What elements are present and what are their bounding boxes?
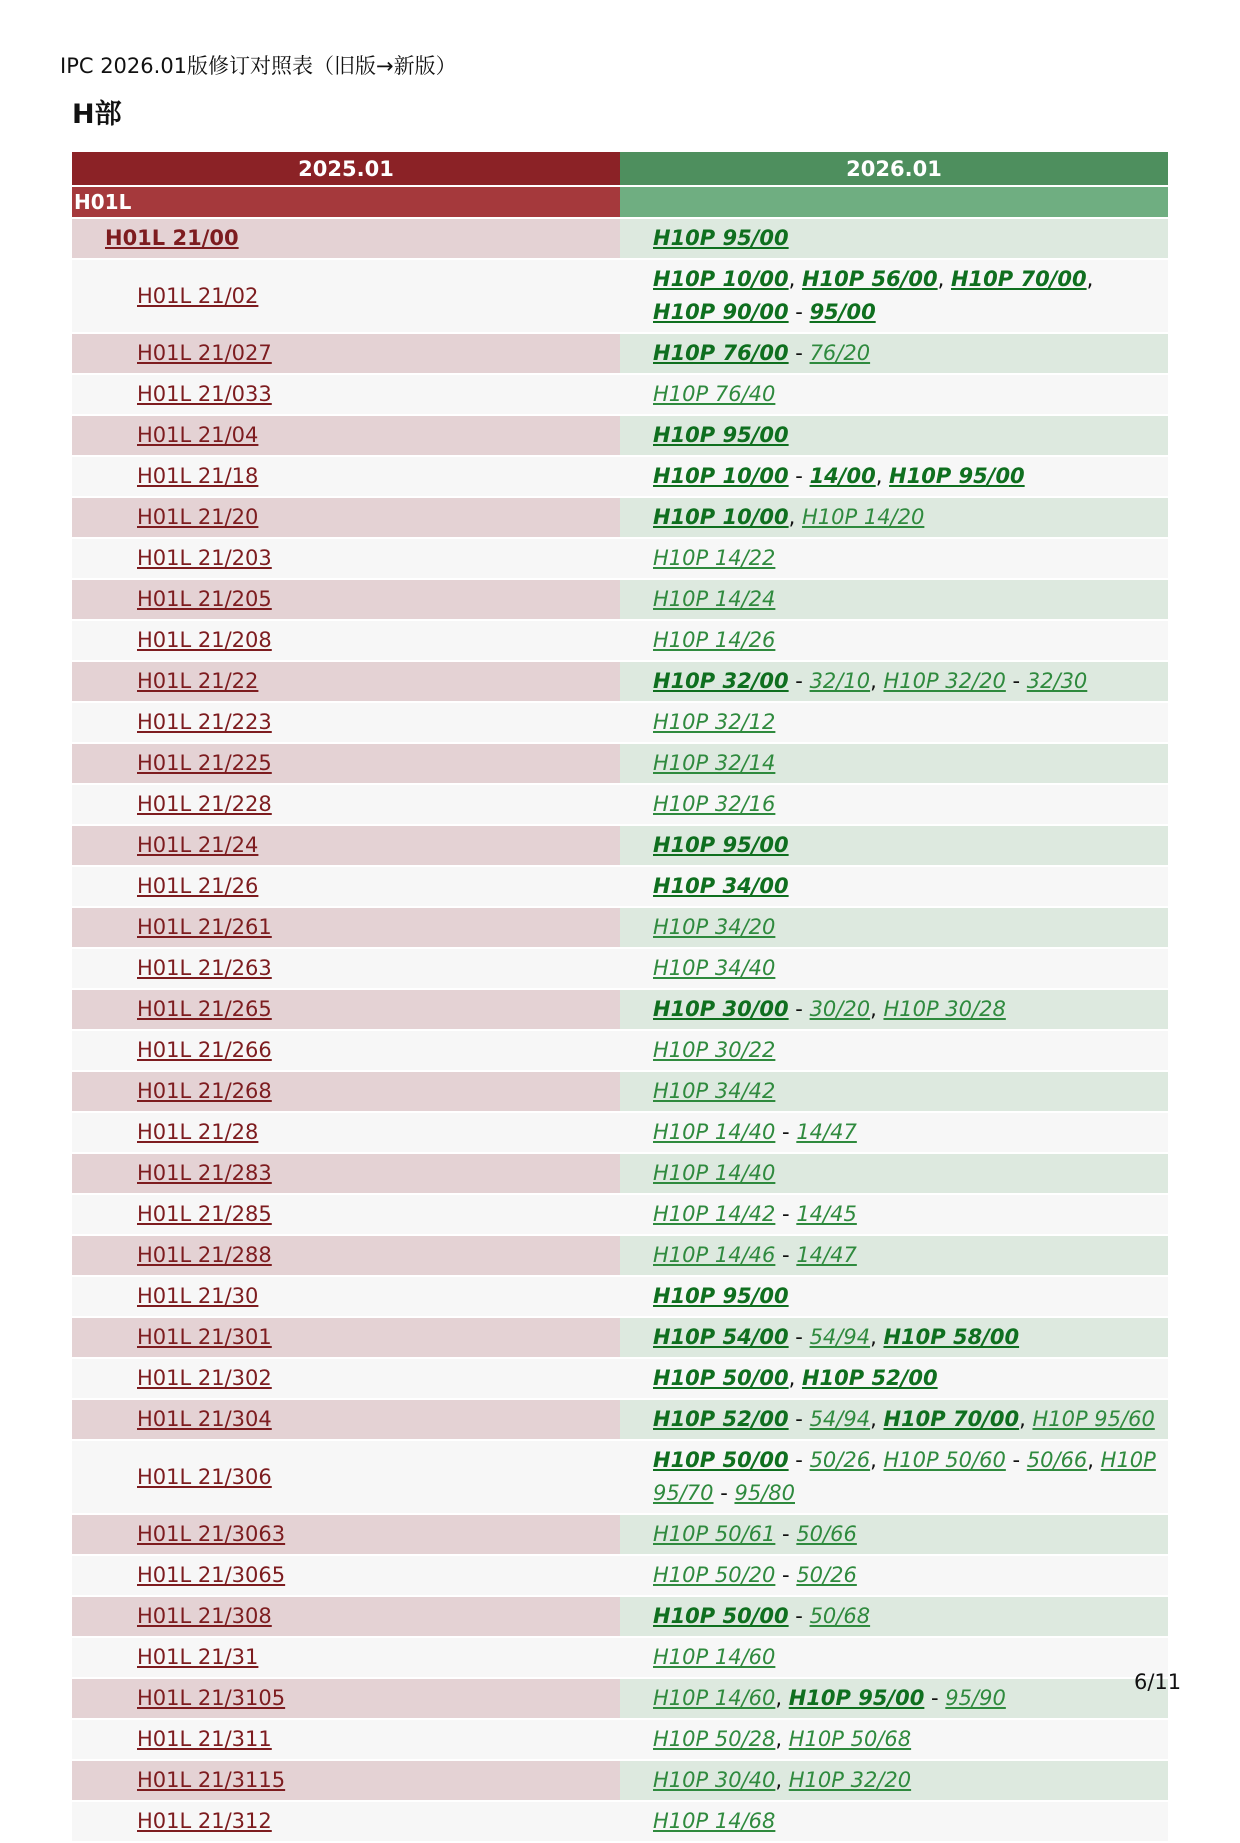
old-classification-cell xyxy=(72,1236,620,1275)
new-classification-cell xyxy=(620,1515,1168,1554)
new-classification-cell xyxy=(620,498,1168,537)
old-classification-cell xyxy=(72,908,620,947)
new-classification-cell xyxy=(620,416,1168,455)
document-title: IPC 2026.01版修订对照表（旧版→新版） xyxy=(60,54,457,78)
old-classification-link[interactable]: H01L 21/30 xyxy=(137,1284,259,1308)
separator: , xyxy=(788,1366,802,1390)
new-classification-cell xyxy=(620,457,1168,496)
new-classification-cell xyxy=(620,1597,1168,1636)
new-classification-link[interactable]: H10P 34/00 xyxy=(653,874,789,898)
new-classification-cell xyxy=(620,1031,1168,1070)
new-classification-link[interactable]: 14/47 xyxy=(796,1120,857,1144)
table-row xyxy=(72,539,1168,578)
new-classification-link[interactable]: H10P 95/00 xyxy=(653,833,789,857)
new-classification-link[interactable]: 50/26 xyxy=(809,1448,871,1472)
new-classification-link[interactable]: H10P 14/68 xyxy=(653,1809,776,1833)
new-classification-cell xyxy=(620,1277,1168,1316)
new-classification-link[interactable]: H10P 50/00 xyxy=(653,1366,789,1390)
new-classification-link[interactable]: H10P 14/22 xyxy=(653,546,776,570)
table-row xyxy=(72,1318,1168,1357)
new-classification-link[interactable]: H10P 30/22 xyxy=(653,1038,776,1062)
table-row xyxy=(72,826,1168,865)
new-classification-cell xyxy=(620,334,1168,373)
new-classification-cell xyxy=(620,1113,1168,1152)
old-classification-cell xyxy=(72,703,620,742)
new-classification-cell xyxy=(620,260,1168,332)
old-classification-link[interactable]: H01L 21/04 xyxy=(137,423,259,447)
separator: , xyxy=(870,669,884,693)
new-classification-link[interactable]: 95/80 xyxy=(734,1481,795,1505)
new-classification-link[interactable]: H10P 70/00 xyxy=(883,1407,1020,1431)
new-classification-link[interactable]: H10P 76/00 xyxy=(653,341,789,365)
separator: - xyxy=(1005,1448,1027,1472)
separator: - xyxy=(788,997,810,1021)
table-row xyxy=(72,260,1168,332)
table-row xyxy=(72,1400,1168,1439)
table-row xyxy=(72,457,1168,496)
new-classification-link[interactable]: 50/68 xyxy=(809,1604,871,1628)
table-header-row xyxy=(72,152,1168,185)
separator: , xyxy=(1087,1448,1101,1472)
new-classification-link[interactable]: H10P 30/00 xyxy=(653,997,789,1021)
separator: , xyxy=(870,1407,884,1431)
new-classification-link[interactable]: H10P 70/00 xyxy=(950,267,1087,291)
table-row xyxy=(72,416,1168,455)
new-classification-link[interactable]: H10P 58/00 xyxy=(883,1325,1020,1349)
new-classification-cell xyxy=(620,580,1168,619)
old-classification-link[interactable]: H01L 21/266 xyxy=(137,1038,272,1062)
old-classification-link[interactable]: H01L 21/31 xyxy=(137,1645,259,1669)
new-classification-link[interactable]: 95/00 xyxy=(809,300,876,324)
old-classification-cell xyxy=(72,785,620,824)
table-row xyxy=(72,908,1168,947)
table-row xyxy=(72,1031,1168,1070)
new-classification-link[interactable]: H10P 50/20 xyxy=(653,1563,776,1587)
old-classification-link[interactable]: H01L 21/223 xyxy=(137,710,272,734)
old-classification-link[interactable]: H01L 21/225 xyxy=(137,751,272,775)
new-classification-link[interactable]: H10P 50/00 xyxy=(653,1448,789,1472)
old-classification-link[interactable]: H01L 21/027 xyxy=(137,341,272,365)
new-classification-link[interactable]: H10P 10/00 xyxy=(653,267,789,291)
table-row xyxy=(72,375,1168,414)
new-classification-link[interactable]: H10P 32/14 xyxy=(653,751,776,775)
new-classification-link[interactable]: H10P 52/00 xyxy=(653,1407,789,1431)
new-classification-link[interactable]: H10P 95/70 xyxy=(653,1448,1156,1505)
old-classification-cell xyxy=(72,498,620,537)
separator: - xyxy=(788,1604,810,1628)
separator: - xyxy=(788,669,810,693)
separator: - xyxy=(788,1448,810,1472)
old-classification-link[interactable]: H01L 21/265 xyxy=(137,997,272,1021)
old-classification-link[interactable]: H01L 21/208 xyxy=(137,628,272,652)
separator: , xyxy=(937,267,951,291)
separator: - xyxy=(775,1522,797,1546)
new-classification-link[interactable]: 14/00 xyxy=(809,464,876,488)
new-classification-cell xyxy=(620,1720,1168,1759)
new-classification-link[interactable]: H10P 95/60 xyxy=(1032,1407,1155,1431)
new-classification-link[interactable]: H10P 14/40 xyxy=(653,1161,776,1185)
new-classification-link[interactable]: H10P 14/26 xyxy=(653,628,776,652)
new-classification-cell xyxy=(620,826,1168,865)
old-classification-link[interactable]: H01L 21/28 xyxy=(137,1120,259,1144)
new-classification-link[interactable]: H10P 50/68 xyxy=(788,1727,912,1751)
old-classification-link[interactable]: H01L 21/3063 xyxy=(137,1522,286,1546)
old-classification-cell xyxy=(72,1761,620,1800)
new-classification-cell xyxy=(620,1400,1168,1439)
new-classification-link[interactable]: H10P 14/60 xyxy=(653,1645,776,1669)
old-classification-link[interactable]: H01L 21/228 xyxy=(137,792,272,816)
old-classification-link[interactable]: H01L 21/302 xyxy=(137,1366,272,1390)
table-row xyxy=(72,785,1168,824)
old-classification-link[interactable]: H01L 21/00 xyxy=(105,226,239,250)
separator: - xyxy=(924,1686,946,1710)
new-classification-cell xyxy=(620,1359,1168,1398)
old-classification-link[interactable]: H01L 21/283 xyxy=(137,1161,272,1185)
separator: , xyxy=(788,505,802,529)
new-classification-cell xyxy=(620,1761,1168,1800)
old-classification-cell xyxy=(72,621,620,660)
new-classification-link[interactable]: H10P 50/28 xyxy=(653,1727,776,1751)
old-classification-cell xyxy=(72,580,620,619)
new-classification-link[interactable]: H10P 32/12 xyxy=(653,710,776,734)
new-classification-cell xyxy=(620,1195,1168,1234)
old-classification-cell xyxy=(72,990,620,1029)
old-classification-cell xyxy=(72,867,620,906)
table-row xyxy=(72,1072,1168,1111)
new-classification-link[interactable]: H10P 14/42 xyxy=(653,1202,776,1226)
separator: - xyxy=(788,464,810,488)
separator: - xyxy=(788,1325,810,1349)
new-classification-link[interactable]: H10P 95/00 xyxy=(889,464,1025,488)
old-classification-cell xyxy=(72,457,620,496)
old-classification-cell xyxy=(72,1720,620,1759)
new-classification-link[interactable]: 50/26 xyxy=(796,1563,857,1587)
old-classification-link[interactable]: H01L 21/203 xyxy=(137,546,272,570)
new-classification-link[interactable]: 76/20 xyxy=(809,341,871,365)
table-row xyxy=(72,949,1168,988)
table-row xyxy=(72,1236,1168,1275)
new-classification-link[interactable]: H10P 30/40 xyxy=(653,1768,776,1792)
old-classification-link[interactable]: H01L 21/26 xyxy=(137,874,259,898)
table-row xyxy=(72,1597,1168,1636)
old-classification-link[interactable]: H01L 21/304 xyxy=(137,1407,272,1431)
new-classification-link[interactable]: H10P 14/24 xyxy=(653,587,776,611)
new-classification-cell xyxy=(620,1154,1168,1193)
old-classification-link[interactable]: H01L 21/205 xyxy=(137,587,272,611)
old-classification-link[interactable]: H01L 21/24 xyxy=(137,833,259,857)
old-classification-link[interactable]: H01L 21/312 xyxy=(137,1809,272,1833)
new-classification-cell xyxy=(620,1638,1168,1677)
new-classification-link[interactable]: 54/94 xyxy=(809,1407,871,1431)
old-classification-link[interactable]: H01L 21/3105 xyxy=(137,1686,286,1710)
new-classification-cell xyxy=(620,1679,1168,1718)
new-classification-cell xyxy=(620,908,1168,947)
old-classification-link[interactable]: H01L 21/22 xyxy=(137,669,259,693)
old-classification-link[interactable]: H01L 21/20 xyxy=(137,505,259,529)
old-classification-link[interactable]: H01L 21/02 xyxy=(137,283,259,308)
new-classification-link[interactable]: H10P 95/00 xyxy=(653,226,789,250)
table-row xyxy=(72,219,1168,258)
table-row xyxy=(72,334,1168,373)
separator: , xyxy=(870,1448,884,1472)
new-classification-cell xyxy=(620,785,1168,824)
separator: - xyxy=(775,1243,797,1267)
old-classification-cell xyxy=(72,1031,620,1070)
separator: - xyxy=(788,1407,810,1431)
table-row xyxy=(72,1720,1168,1759)
separator: - xyxy=(775,1202,797,1226)
old-classification-cell xyxy=(72,1113,620,1152)
new-classification-link[interactable]: H10P 76/40 xyxy=(653,382,776,406)
new-classification-link[interactable]: 14/47 xyxy=(796,1243,857,1267)
old-classification-cell xyxy=(72,1400,620,1439)
separator: - xyxy=(775,1120,797,1144)
table-row xyxy=(72,662,1168,701)
old-classification-cell xyxy=(72,334,620,373)
old-classification-link[interactable]: H01L 21/301 xyxy=(137,1325,272,1349)
new-classification-cell xyxy=(620,949,1168,988)
table-row xyxy=(72,1195,1168,1234)
old-classification-cell xyxy=(72,1679,620,1718)
old-classification-cell xyxy=(72,949,620,988)
page-number: 6/11 xyxy=(1134,1670,1182,1694)
old-classification-link[interactable]: H01L 21/311 xyxy=(137,1727,272,1751)
new-classification-link[interactable]: H10P 32/20 xyxy=(788,1768,912,1792)
old-classification-link[interactable]: H01L 21/18 xyxy=(137,464,259,488)
table-row xyxy=(72,1556,1168,1595)
table-row xyxy=(72,1277,1168,1316)
separator: - xyxy=(713,1481,735,1505)
new-classification-link[interactable]: H10P 50/61 xyxy=(653,1522,776,1546)
new-classification-link[interactable]: H10P 34/42 xyxy=(653,1079,776,1103)
new-classification-link[interactable]: H10P 32/00 xyxy=(653,669,789,693)
table-row xyxy=(72,1154,1168,1193)
separator: - xyxy=(788,300,810,324)
new-classification-cell xyxy=(620,1236,1168,1275)
table-row xyxy=(72,621,1168,660)
separator: , xyxy=(1086,267,1094,291)
old-classification-link[interactable]: H01L 21/308 xyxy=(137,1604,272,1628)
new-classification-link[interactable]: H10P 14/60 xyxy=(653,1686,776,1710)
old-classification-cell xyxy=(72,1318,620,1357)
old-classification-link[interactable]: H01L 21/288 xyxy=(137,1243,272,1267)
table-row xyxy=(72,744,1168,783)
new-classification-cell xyxy=(620,219,1168,258)
new-classification-cell xyxy=(620,744,1168,783)
new-classification-link[interactable]: H10P 50/60 xyxy=(883,1448,1006,1472)
new-classification-cell xyxy=(620,990,1168,1029)
new-classification-link[interactable]: H10P 30/28 xyxy=(883,997,1006,1021)
new-classification-link[interactable]: 50/66 xyxy=(796,1522,857,1546)
old-classification-cell xyxy=(72,1556,620,1595)
new-classification-link[interactable]: H10P 10/00 xyxy=(653,505,789,529)
old-classification-cell xyxy=(72,1072,620,1111)
separator: , xyxy=(775,1727,789,1751)
new-classification-link[interactable]: 32/10 xyxy=(809,669,871,693)
new-classification-cell xyxy=(620,662,1168,701)
new-classification-link[interactable]: H10P 95/00 xyxy=(653,423,789,447)
new-classification-cell xyxy=(620,1318,1168,1357)
old-classification-link[interactable]: H01L 21/261 xyxy=(137,915,272,939)
group-label-new-cell xyxy=(620,187,1168,217)
separator: , xyxy=(870,1325,884,1349)
separator: , xyxy=(775,1686,789,1710)
old-classification-link[interactable]: H01L 21/263 xyxy=(137,956,272,980)
table-row xyxy=(72,1515,1168,1554)
old-classification-cell xyxy=(72,375,620,414)
table-row xyxy=(72,1113,1168,1152)
old-classification-cell xyxy=(72,1277,620,1316)
table-row xyxy=(72,580,1168,619)
old-classification-cell xyxy=(72,1195,620,1234)
old-classification-cell xyxy=(72,219,620,258)
new-classification-cell xyxy=(620,1802,1168,1841)
old-classification-cell xyxy=(72,1154,620,1193)
new-classification-link[interactable]: H10P 32/16 xyxy=(653,792,776,816)
new-classification-link[interactable]: H10P 14/46 xyxy=(653,1243,776,1267)
new-classification-link[interactable]: H10P 10/00 xyxy=(653,464,789,488)
new-classification-link[interactable]: H10P 95/00 xyxy=(653,1284,789,1308)
separator: , xyxy=(788,267,802,291)
separator: , xyxy=(870,997,884,1021)
new-classification-link[interactable]: H10P 95/00 xyxy=(788,1686,925,1710)
group-label: H01L xyxy=(72,187,620,217)
old-classification-link[interactable]: H01L 21/268 xyxy=(137,1079,272,1103)
separator: , xyxy=(775,1768,789,1792)
new-classification-link[interactable]: 14/45 xyxy=(796,1202,857,1226)
old-classification-cell xyxy=(72,1638,620,1677)
new-classification-cell xyxy=(620,1556,1168,1595)
new-version-header: 2026.01 xyxy=(620,152,1168,185)
old-classification-cell xyxy=(72,826,620,865)
new-classification-link[interactable]: H10P 52/00 xyxy=(801,1366,938,1390)
table-row xyxy=(72,990,1168,1029)
old-classification-link[interactable]: H01L 21/033 xyxy=(137,382,272,406)
new-classification-link[interactable]: 54/94 xyxy=(809,1325,871,1349)
new-classification-cell xyxy=(620,1072,1168,1111)
table-row xyxy=(72,1761,1168,1800)
separator: , xyxy=(875,464,890,488)
old-classification-cell xyxy=(72,662,620,701)
new-classification-link[interactable]: 95/90 xyxy=(945,1686,1006,1710)
new-classification-link[interactable]: H10P 56/00 xyxy=(801,267,938,291)
old-classification-cell xyxy=(72,744,620,783)
old-classification-cell xyxy=(72,416,620,455)
table-row xyxy=(72,1802,1168,1841)
old-classification-link[interactable]: H01L 21/285 xyxy=(137,1202,272,1226)
old-version-header: 2025.01 xyxy=(72,152,620,185)
separator: - xyxy=(788,341,810,365)
table-row xyxy=(72,1638,1168,1677)
new-classification-link[interactable]: H10P 50/00 xyxy=(653,1604,789,1628)
group-row xyxy=(72,187,1168,217)
new-classification-link[interactable]: H10P 14/40 xyxy=(653,1120,776,1144)
old-classification-cell xyxy=(72,1359,620,1398)
table-row xyxy=(72,1679,1168,1718)
revision-comparison-table xyxy=(72,150,1168,1843)
old-classification-cell xyxy=(72,539,620,578)
new-classification-cell xyxy=(620,539,1168,578)
old-classification-cell xyxy=(72,1441,620,1513)
separator: - xyxy=(1005,669,1027,693)
table-row xyxy=(72,1359,1168,1398)
new-classification-link[interactable]: H10P 54/00 xyxy=(653,1325,789,1349)
old-classification-cell xyxy=(72,1802,620,1841)
separator: , xyxy=(1019,1407,1033,1431)
table-row xyxy=(72,498,1168,537)
new-classification-link[interactable]: H10P 34/40 xyxy=(653,956,776,980)
new-classification-link[interactable]: H10P 34/20 xyxy=(653,915,776,939)
new-classification-link[interactable]: H10P 32/20 xyxy=(883,669,1006,693)
separator: - xyxy=(775,1563,797,1587)
new-classification-link[interactable]: 32/30 xyxy=(1026,669,1088,693)
new-classification-cell xyxy=(620,1441,1168,1513)
new-classification-link[interactable]: H10P 14/20 xyxy=(801,505,925,529)
new-classification-cell xyxy=(620,703,1168,742)
old-classification-link[interactable]: H01L 21/3115 xyxy=(137,1768,286,1792)
table-row xyxy=(72,703,1168,742)
old-classification-cell xyxy=(72,1515,620,1554)
table-row xyxy=(72,867,1168,906)
new-classification-cell xyxy=(620,375,1168,414)
section-title: H部 xyxy=(72,99,122,130)
old-classification-link[interactable]: H01L 21/306 xyxy=(137,1464,272,1489)
old-classification-link[interactable]: H01L 21/3065 xyxy=(137,1563,286,1587)
new-classification-link[interactable]: 50/66 xyxy=(1026,1448,1088,1472)
new-classification-cell xyxy=(620,867,1168,906)
new-classification-link[interactable]: H10P 90/00 xyxy=(653,300,789,324)
old-classification-cell xyxy=(72,1597,620,1636)
new-classification-link[interactable]: 30/20 xyxy=(809,997,871,1021)
old-classification-cell xyxy=(72,260,620,332)
new-classification-cell xyxy=(620,621,1168,660)
table-row xyxy=(72,1441,1168,1513)
